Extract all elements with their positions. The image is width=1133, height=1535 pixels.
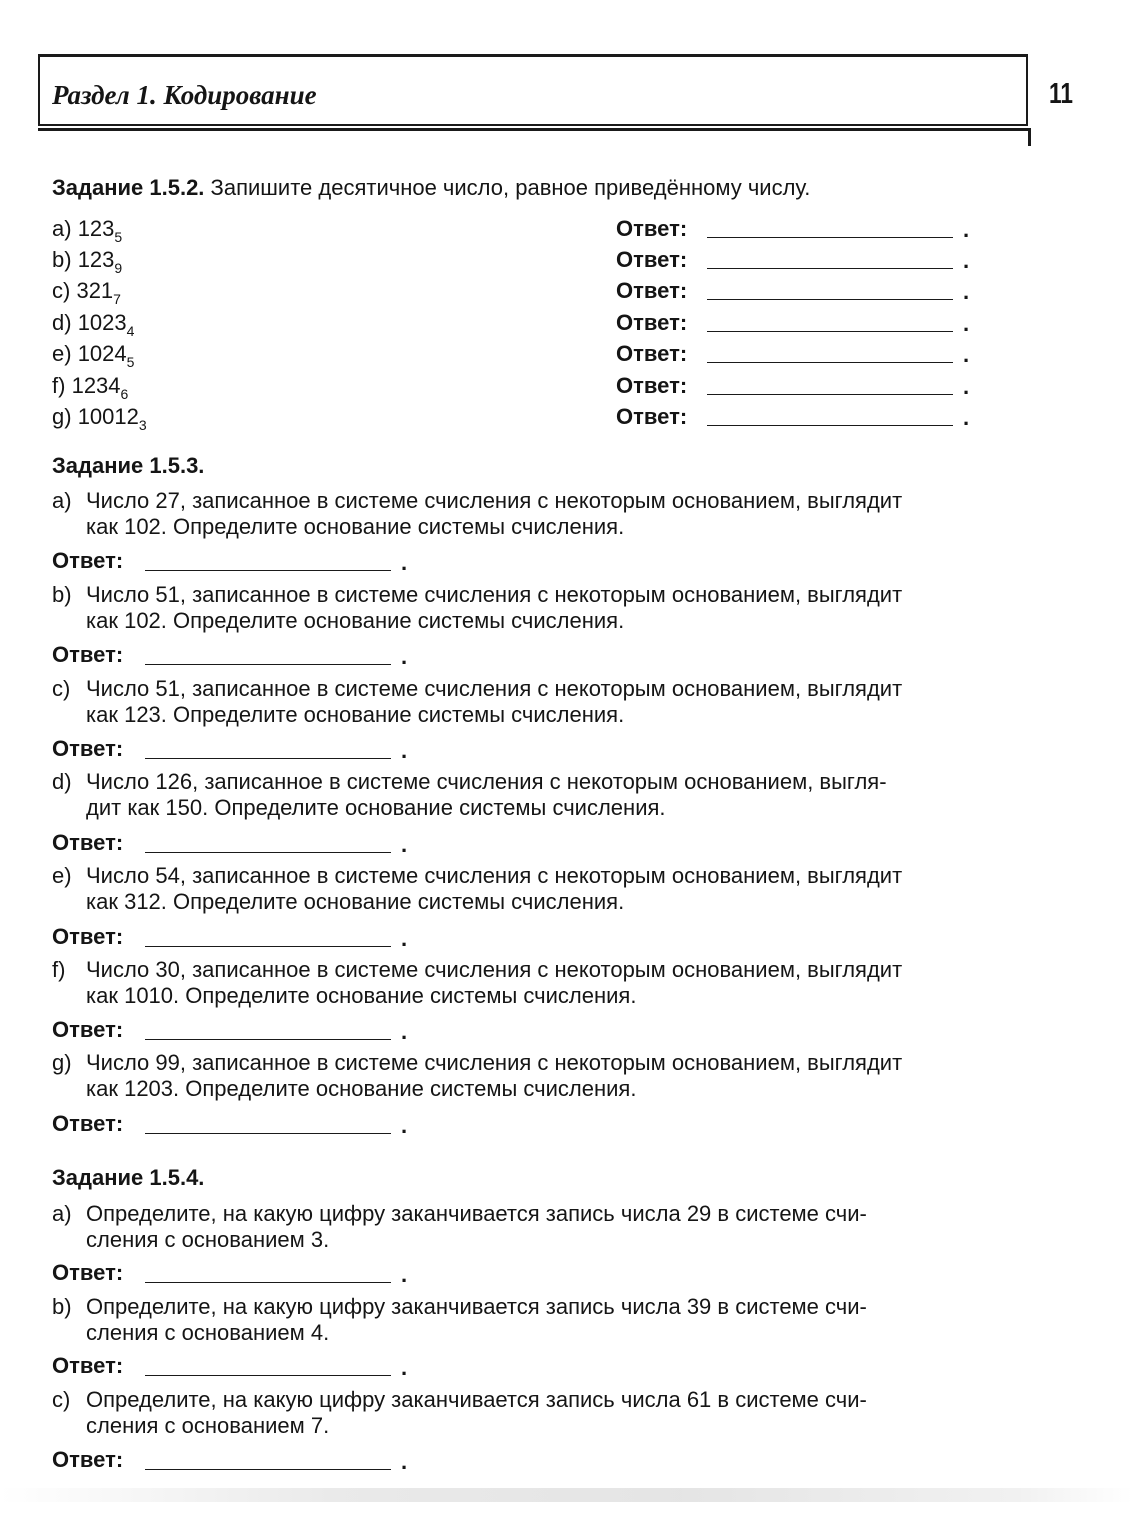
answer-dot: . xyxy=(401,1355,408,1380)
item-base: 9 xyxy=(114,260,123,276)
question-label: c) xyxy=(52,676,71,701)
question-line-1 xyxy=(52,1050,902,1075)
question-label: a) xyxy=(52,488,72,513)
answer-dot: . xyxy=(963,374,970,399)
question-text-line-2: как 123. Определите основание системы счисления. xyxy=(86,702,625,727)
question-text-line-1: Число 51, записанное в системе счисления с некоторым основанием, выглядит xyxy=(86,676,903,701)
question-text-line-2: как 102. Определите основание системы счисления. xyxy=(86,608,625,633)
task-1-5-4-heading: Задание 1.5.4. xyxy=(52,1165,205,1190)
question-text xyxy=(52,488,1000,540)
answer-dot: . xyxy=(963,342,970,367)
answer-label: Ответ: xyxy=(52,924,124,949)
answer-field[interactable] xyxy=(145,1282,391,1283)
item-base: 4 xyxy=(126,323,135,339)
question-text-line-2: как 312. Определите основание системы счисления. xyxy=(86,889,625,914)
item-number: 1234 xyxy=(71,373,121,398)
answer-field[interactable] xyxy=(145,664,391,665)
question-line-1 xyxy=(52,957,902,982)
answer-dot: . xyxy=(963,405,970,430)
question-text-line-2: как 1010. Определите основание системы счисления. xyxy=(86,983,637,1008)
question-text xyxy=(52,582,1000,634)
item-number: 321 xyxy=(76,278,114,303)
question-line-1 xyxy=(52,769,887,794)
question-line-1 xyxy=(52,1294,867,1319)
answer-dot: . xyxy=(963,311,970,336)
question-label: a) xyxy=(52,1201,72,1226)
answer-label: Ответ: xyxy=(616,373,688,398)
item-number: 10012 xyxy=(77,404,139,429)
answer-label: Ответ: xyxy=(52,642,124,667)
question-text xyxy=(52,957,1000,1009)
question-line-1 xyxy=(52,1201,867,1226)
answer-field[interactable] xyxy=(707,268,953,269)
item-base: 6 xyxy=(120,386,129,402)
answer-label: Ответ: xyxy=(616,247,688,272)
answer-dot: . xyxy=(401,1449,408,1474)
number-item xyxy=(52,278,121,307)
question-text-line-1: Число 30, записанное в системе счисления с некоторым основанием, выглядит xyxy=(86,957,903,982)
answer-dot: . xyxy=(963,279,970,304)
question-label: c) xyxy=(52,1387,71,1412)
answer-field[interactable] xyxy=(707,237,953,238)
answer-field[interactable] xyxy=(145,852,391,853)
task-1-5-2-heading xyxy=(52,175,810,201)
answer-dot: . xyxy=(401,1019,408,1044)
answer-label: Ответ: xyxy=(52,1017,124,1042)
item-label: e) xyxy=(52,341,72,366)
number-item xyxy=(52,341,135,370)
item-base: 7 xyxy=(113,291,121,307)
question-text xyxy=(52,1050,1000,1102)
number-item xyxy=(52,373,129,402)
item-base: 5 xyxy=(114,229,123,245)
item-number: 123 xyxy=(77,247,115,272)
question-text-line-1: Определите, на какую цифру заканчивается запись числа 61 в системе счи- xyxy=(86,1387,867,1412)
answer-dot: . xyxy=(401,832,408,857)
question-text xyxy=(52,1201,1000,1253)
question-text xyxy=(52,676,1000,728)
question-label: e) xyxy=(52,863,72,888)
question-text-line-1: Число 99, записанное в системе счисления с некоторым основанием, выглядит xyxy=(86,1050,903,1075)
answer-field[interactable] xyxy=(145,1039,391,1040)
question-text-line-2: сления с основанием 7. xyxy=(86,1413,330,1438)
answer-dot: . xyxy=(963,248,970,273)
question-text-line-1: Определите, на какую цифру заканчивается запись числа 39 в системе счи- xyxy=(86,1294,867,1319)
item-label: c) xyxy=(52,278,71,303)
question-label: f) xyxy=(52,957,66,982)
item-label: d) xyxy=(52,310,72,335)
answer-field[interactable] xyxy=(145,570,391,571)
item-label: a) xyxy=(52,216,72,241)
task-title: Задание 1.5.2. xyxy=(52,175,205,200)
answer-field[interactable] xyxy=(707,331,953,332)
answer-label: Ответ: xyxy=(52,1260,124,1285)
answer-dot: . xyxy=(401,644,408,669)
answer-dot: . xyxy=(401,738,408,763)
answer-label: Ответ: xyxy=(52,830,124,855)
answer-field[interactable] xyxy=(707,394,953,395)
answer-field[interactable] xyxy=(145,1133,391,1134)
answer-field[interactable] xyxy=(145,946,391,947)
task-1-5-3-heading: Задание 1.5.3. xyxy=(52,453,205,478)
task-instruction: Запишите десятичное число, равное приведённому числу. xyxy=(210,175,811,200)
answer-label: Ответ: xyxy=(616,310,688,335)
scan-edge-shadow xyxy=(0,1488,1133,1502)
answer-dot: . xyxy=(401,550,408,575)
answer-label: Ответ: xyxy=(616,341,688,366)
answer-label: Ответ: xyxy=(52,1111,124,1136)
answer-dot: . xyxy=(401,926,408,951)
question-line-1 xyxy=(52,676,902,701)
question-label: g) xyxy=(52,1050,72,1075)
header-rule-stub xyxy=(1028,128,1031,146)
answer-dot: . xyxy=(963,217,970,242)
question-text-line-1: Число 126, записанное в системе счисления с некоторым основанием, выгля- xyxy=(86,769,887,794)
question-text xyxy=(52,769,1000,821)
answer-field[interactable] xyxy=(145,1469,391,1470)
header-rule xyxy=(38,128,1031,131)
question-text-line-1: Число 51, записанное в системе счисления с некоторым основанием, выглядит xyxy=(86,582,903,607)
question-text-line-2: как 102. Определите основание системы счисления. xyxy=(86,514,625,539)
question-text-line-2: сления с основанием 3. xyxy=(86,1227,330,1252)
number-item xyxy=(52,216,123,245)
question-text-line-1: Определите, на какую цифру заканчивается запись числа 29 в системе счи- xyxy=(86,1201,867,1226)
item-label: g) xyxy=(52,404,72,429)
question-line-1 xyxy=(52,582,902,607)
question-text xyxy=(52,863,1000,915)
question-text-line-2: как 1203. Определите основание системы счисления. xyxy=(86,1076,637,1101)
question-text xyxy=(52,1387,1000,1439)
answer-field[interactable] xyxy=(707,362,953,363)
answer-label: Ответ: xyxy=(52,548,124,573)
page-number: 11 xyxy=(1049,78,1073,110)
question-line-1 xyxy=(52,863,902,888)
answer-field[interactable] xyxy=(707,299,953,300)
answer-field[interactable] xyxy=(707,425,953,426)
item-label: f) xyxy=(52,373,66,398)
section-title: Раздел 1. Кодирование xyxy=(52,80,317,110)
item-base: 3 xyxy=(138,417,147,433)
number-item xyxy=(52,404,147,433)
item-number: 1024 xyxy=(77,341,127,366)
item-label: b) xyxy=(52,247,72,272)
question-label: d) xyxy=(52,769,72,794)
answer-dot: . xyxy=(401,1113,408,1138)
answer-label: Ответ: xyxy=(616,278,688,303)
question-line-1 xyxy=(52,488,902,513)
answer-label: Ответ: xyxy=(616,404,688,429)
item-number: 1023 xyxy=(77,310,127,335)
answer-field[interactable] xyxy=(145,1375,391,1376)
question-text-line-1: Число 54, записанное в системе счисления с некоторым основанием, выглядит xyxy=(86,863,903,888)
item-base: 5 xyxy=(126,354,135,370)
number-item xyxy=(52,310,135,339)
question-label: b) xyxy=(52,1294,72,1319)
question-line-1 xyxy=(52,1387,867,1412)
question-text-line-2: сления с основанием 4. xyxy=(86,1320,330,1345)
question-text xyxy=(52,1294,1000,1346)
answer-label: Ответ: xyxy=(52,736,124,761)
answer-label: Ответ: xyxy=(616,216,688,241)
number-item xyxy=(52,247,123,276)
answer-dot: . xyxy=(401,1262,408,1287)
question-text-line-1: Число 27, записанное в системе счисления с некоторым основанием, выглядит xyxy=(86,488,903,513)
question-label: b) xyxy=(52,582,72,607)
answer-label: Ответ: xyxy=(52,1353,124,1378)
question-text-line-2: дит как 150. Определите основание системы счисления. xyxy=(86,795,666,820)
answer-label: Ответ: xyxy=(52,1447,124,1472)
item-number: 123 xyxy=(77,216,115,241)
answer-field[interactable] xyxy=(145,758,391,759)
